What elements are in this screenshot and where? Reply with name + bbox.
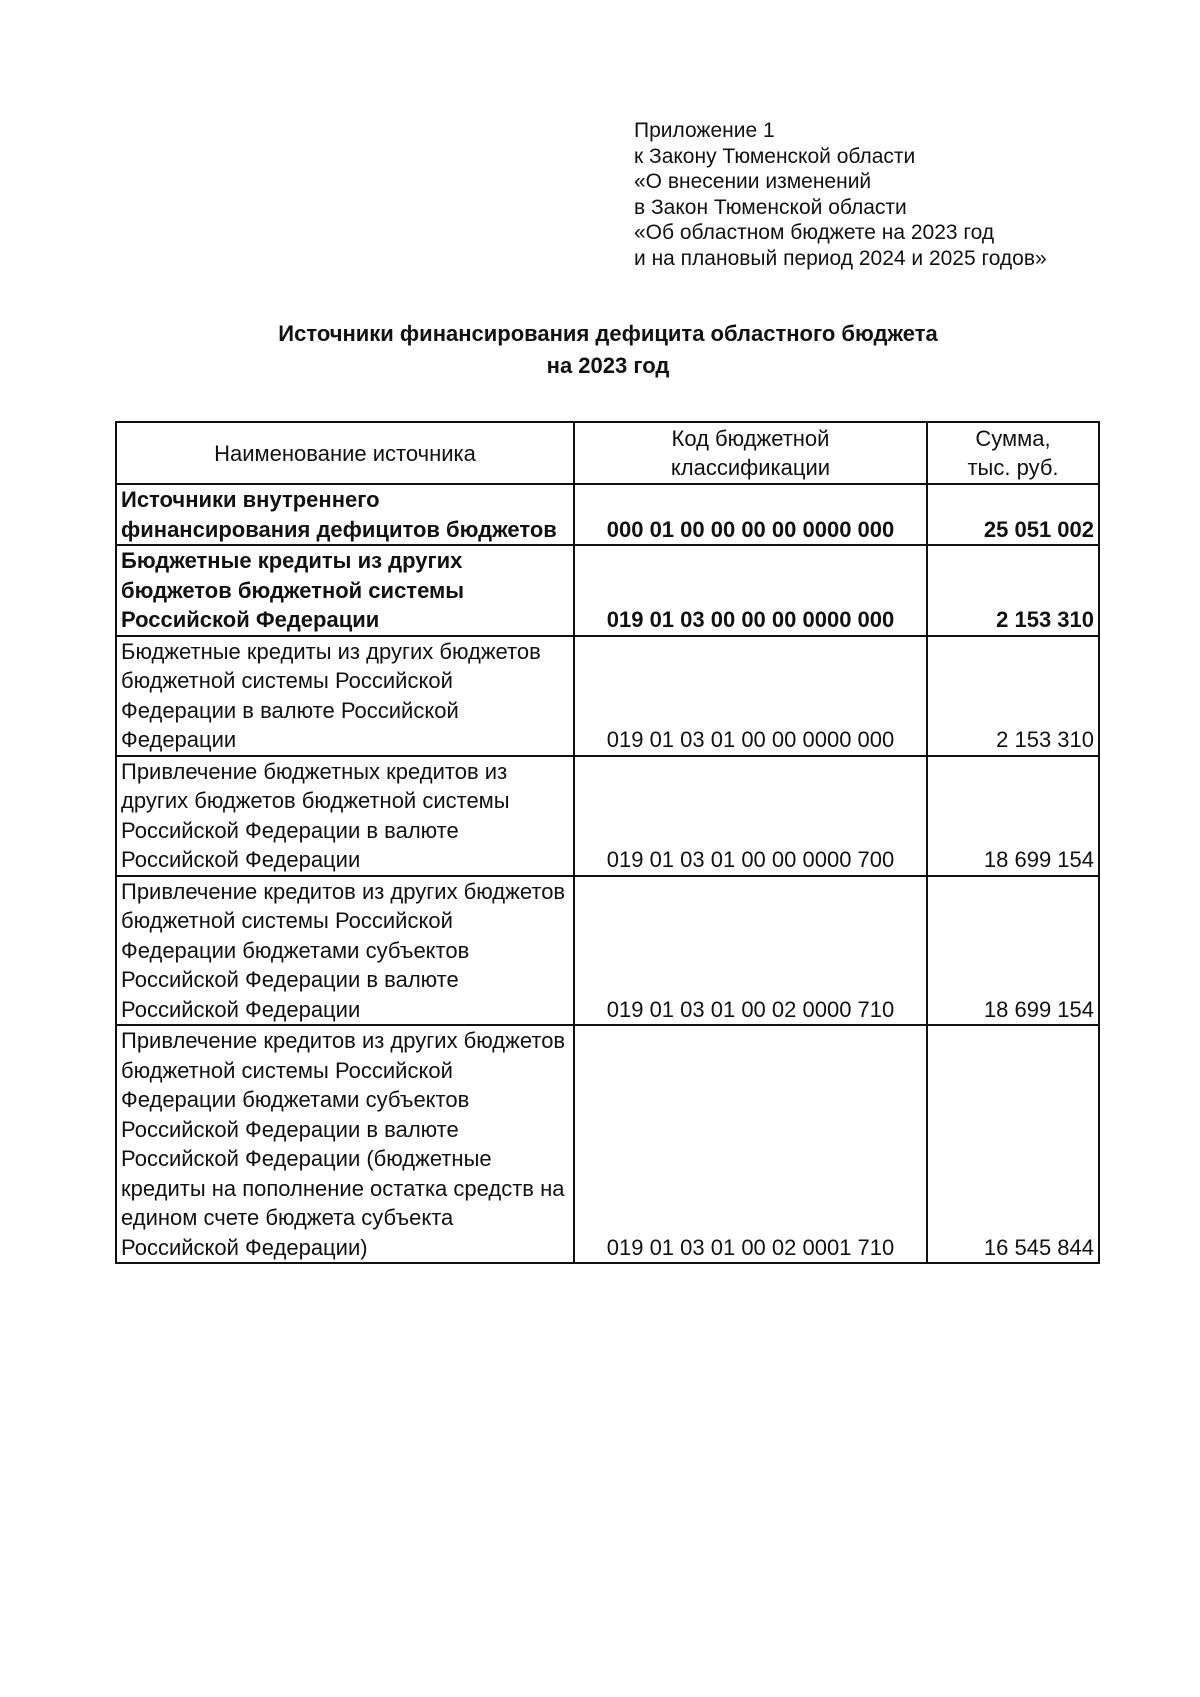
table-header [116,422,1099,484]
table-row [116,484,1099,545]
header-name [116,422,574,484]
sources-table [115,421,1100,1264]
document-title [0,318,1200,382]
amount-cell: 2 153 310 [927,636,1099,756]
appendix-line: и на плановый период 2024 и 2025 годов» [634,246,1047,270]
source-name-cell: Привлечение кредитов из других бюджетов бюджетной системы Российской Федерации бюджетами субъектов Российской Федерации в валюте Российской Федерации (бюджетные кредиты на пополнение остатка средств на едином счете бюджета субъекта Российской Федерации) [116,1025,574,1263]
table-row [116,756,1099,876]
header-name-label: Наименование источника [214,440,476,466]
amount-cell: 25 051 002 [927,484,1099,545]
header-sum-line-1: Сумма, [975,426,1051,451]
budget-code-cell: 019 01 03 00 00 00 0000 000 [574,545,927,636]
budget-code-cell: 019 01 03 01 00 00 0000 000 [574,636,927,756]
appendix-line: «Об областном бюджете на 2023 год [634,221,995,244]
header-code-line-2: классификации [670,455,831,480]
appendix-block [634,118,1047,271]
header-code [574,422,927,484]
source-name-cell: Привлечение кредитов из других бюджетов бюджетной системы Российской Федерации бюджетами субъектов Российской Федерации в валюте Российской Федерации [116,876,574,1026]
budget-code-cell: 019 01 03 01 00 00 0000 700 [574,756,927,876]
amount-cell: 2 153 310 [927,545,1099,636]
source-name-cell: Привлечение бюджетных кредитов из других бюджетов бюджетной системы Российской Федерации в валюте Российской Федерации [116,756,574,876]
table-row [116,636,1099,756]
budget-code-cell: 019 01 03 01 00 02 0001 710 [574,1025,927,1263]
header-sum-line-2: тыс. руб. [967,455,1059,480]
document-title-line-1: Источники финансирования дефицита областного бюджета [278,321,938,346]
header-code-line-1: Код бюджетной [671,426,830,451]
table-body [116,484,1099,1263]
table-row [116,1025,1099,1263]
amount-cell: 18 699 154 [927,756,1099,876]
table-row [116,545,1099,636]
document-title-line-2: на 2023 год [546,353,670,378]
source-name-cell: Источники внутреннего финансирования дефицитов бюджетов [116,484,574,545]
budget-code-cell: 000 01 00 00 00 00 0000 000 [574,484,927,545]
source-name-cell: Бюджетные кредиты из других бюджетов бюджетной системы Российской Федерации [116,545,574,636]
appendix-line: в Закон Тюменской области [634,195,907,219]
source-name-cell: Бюджетные кредиты из других бюджетов бюджетной системы Российской Федерации в валюте Российской Федерации [116,636,574,756]
budget-code-cell: 019 01 03 01 00 02 0000 710 [574,876,927,1026]
amount-cell: 16 545 844 [927,1025,1099,1263]
appendix-line: к Закону Тюменской области [634,144,916,168]
appendix-line: «О внесении изменений [634,170,872,193]
table-row [116,876,1099,1026]
table-header-row [116,422,1099,484]
appendix-line: Приложение 1 [634,119,775,142]
header-sum [927,422,1099,484]
amount-cell: 18 699 154 [927,876,1099,1026]
